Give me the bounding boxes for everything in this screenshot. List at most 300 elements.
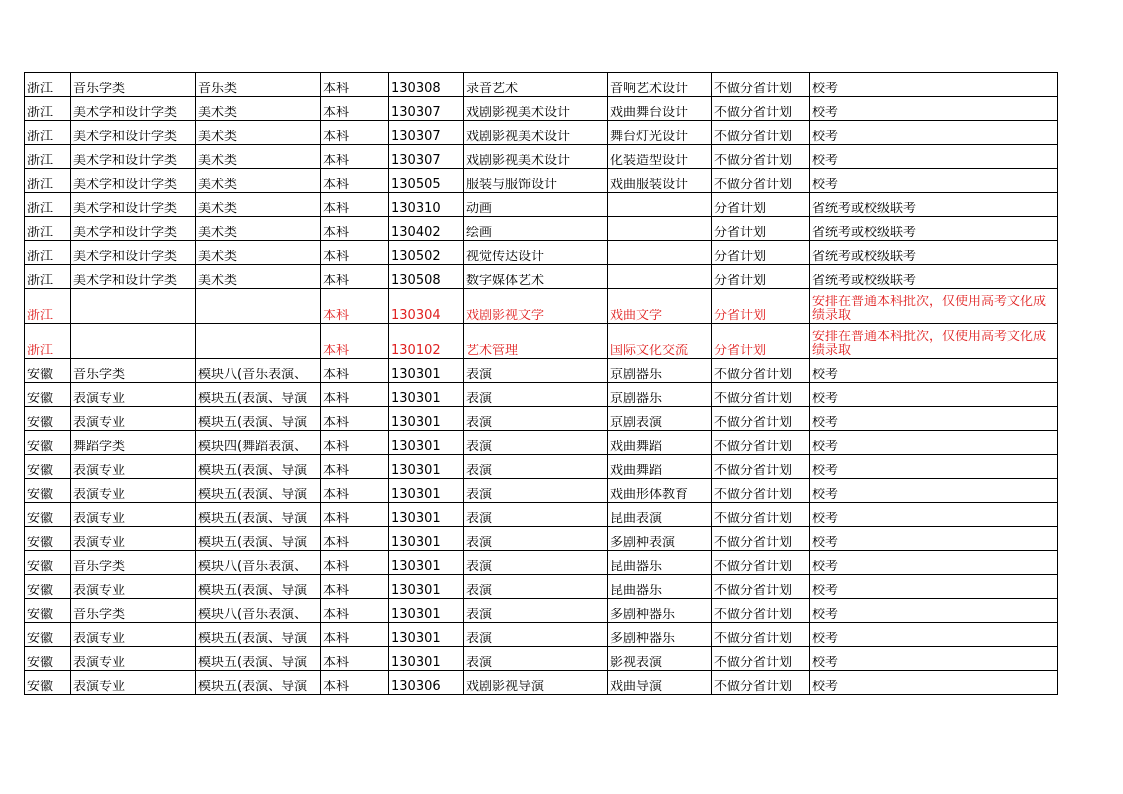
cell-exam-type[interactable] <box>810 407 1058 431</box>
cell-major-code[interactable] <box>389 217 464 241</box>
cell-level[interactable] <box>321 121 389 145</box>
cell-major-name[interactable] <box>464 169 608 193</box>
cell-major-direction[interactable] <box>608 217 712 241</box>
cell-plan-type[interactable] <box>712 359 810 383</box>
cell-major-code[interactable] <box>389 383 464 407</box>
cell-province[interactable] <box>25 217 71 241</box>
major-name-text: 表演 <box>466 368 493 382</box>
cell-major-direction[interactable] <box>608 121 712 145</box>
cell-exam-type[interactable] <box>810 73 1058 97</box>
cell-exam-module[interactable] <box>196 599 321 623</box>
cell-subject-category[interactable] <box>71 121 196 145</box>
cell-major-name[interactable] <box>464 671 608 695</box>
cell-province[interactable] <box>25 265 71 289</box>
major-direction-text: 化装造型设计 <box>610 154 689 168</box>
cell-subject-category[interactable] <box>71 503 196 527</box>
table-row <box>25 551 1058 575</box>
cell-exam-module[interactable] <box>196 407 321 431</box>
level-text: 本科 <box>323 392 350 406</box>
cell-exam-module[interactable] <box>196 241 321 265</box>
cell-exam-type[interactable] <box>810 551 1058 575</box>
cell-level[interactable] <box>321 599 389 623</box>
cell-exam-module[interactable] <box>196 479 321 503</box>
cell-exam-type[interactable] <box>810 431 1058 455</box>
cell-exam-module[interactable] <box>196 551 321 575</box>
cell-subject-category[interactable] <box>71 324 196 359</box>
cell-plan-type[interactable] <box>712 527 810 551</box>
exam-type-text: 校考 <box>812 416 839 430</box>
cell-major-direction[interactable] <box>608 145 712 169</box>
cell-province[interactable] <box>25 383 71 407</box>
exam-type-text: 省统考或校级联考 <box>812 274 917 288</box>
cell-plan-type[interactable] <box>712 193 810 217</box>
exam-module-text: 模块五(表演、导演 <box>198 416 308 430</box>
cell-level[interactable] <box>321 97 389 121</box>
cell-major-code[interactable] <box>389 169 464 193</box>
cell-major-name[interactable] <box>464 324 608 359</box>
cell-exam-module[interactable] <box>196 671 321 695</box>
cell-level[interactable] <box>321 145 389 169</box>
cell-level[interactable] <box>321 527 389 551</box>
cell-major-name[interactable] <box>464 503 608 527</box>
cell-exam-module[interactable] <box>196 503 321 527</box>
cell-plan-type[interactable] <box>712 455 810 479</box>
major-name-text: 艺术管理 <box>466 344 519 358</box>
cell-major-direction[interactable] <box>608 289 712 324</box>
cell-level[interactable] <box>321 431 389 455</box>
major-code-text: 130505 <box>391 178 441 192</box>
cell-major-direction[interactable] <box>608 599 712 623</box>
cell-level[interactable] <box>321 671 389 695</box>
major-name-text: 戏剧影视文学 <box>466 309 545 323</box>
cell-province[interactable] <box>25 121 71 145</box>
cell-province[interactable] <box>25 73 71 97</box>
cell-exam-module[interactable] <box>196 121 321 145</box>
cell-subject-category[interactable] <box>71 73 196 97</box>
cell-major-code[interactable] <box>389 265 464 289</box>
major-name-text: 录音艺术 <box>466 82 519 96</box>
cell-major-code[interactable] <box>389 431 464 455</box>
cell-level[interactable] <box>321 503 389 527</box>
plan-type-text: 不做分省计划 <box>714 178 793 192</box>
cell-exam-type[interactable] <box>810 121 1058 145</box>
cell-major-code[interactable] <box>389 73 464 97</box>
province-text: 浙江 <box>27 82 54 96</box>
cell-major-direction[interactable] <box>608 169 712 193</box>
cell-major-direction[interactable] <box>608 527 712 551</box>
table-row <box>25 599 1058 623</box>
cell-province[interactable] <box>25 169 71 193</box>
exam-module-text: 美术类 <box>198 226 238 240</box>
cell-major-code[interactable] <box>389 527 464 551</box>
cell-plan-type[interactable] <box>712 73 810 97</box>
exam-type-text: 校考 <box>812 512 839 526</box>
cell-exam-module[interactable] <box>196 169 321 193</box>
cell-plan-type[interactable] <box>712 647 810 671</box>
cell-exam-type[interactable] <box>810 503 1058 527</box>
plan-type-text: 不做分省计划 <box>714 632 793 646</box>
cell-level[interactable] <box>321 359 389 383</box>
cell-exam-module[interactable] <box>196 193 321 217</box>
cell-exam-module[interactable] <box>196 289 321 324</box>
cell-major-name[interactable] <box>464 455 608 479</box>
cell-exam-module[interactable] <box>196 217 321 241</box>
cell-major-direction[interactable] <box>608 455 712 479</box>
exam-module-text: 模块五(表演、导演 <box>198 584 308 598</box>
cell-subject-category[interactable] <box>71 265 196 289</box>
cell-subject-category[interactable] <box>71 359 196 383</box>
table-row <box>25 324 1058 359</box>
cell-exam-module[interactable] <box>196 359 321 383</box>
cell-exam-type[interactable] <box>810 575 1058 599</box>
cell-plan-type[interactable] <box>712 431 810 455</box>
table-row <box>25 145 1058 169</box>
cell-exam-module[interactable] <box>196 527 321 551</box>
cell-plan-type[interactable] <box>712 599 810 623</box>
cell-major-name[interactable] <box>464 73 608 97</box>
cell-level[interactable] <box>321 265 389 289</box>
cell-exam-type[interactable] <box>810 479 1058 503</box>
table-row <box>25 647 1058 671</box>
cell-exam-type[interactable] <box>810 169 1058 193</box>
cell-province[interactable] <box>25 145 71 169</box>
exam-type-text: 校考 <box>812 106 839 120</box>
cell-exam-type[interactable] <box>810 324 1058 359</box>
cell-subject-category[interactable] <box>71 671 196 695</box>
cell-exam-module[interactable] <box>196 73 321 97</box>
cell-province[interactable] <box>25 324 71 359</box>
cell-major-direction[interactable] <box>608 407 712 431</box>
major-code-text: 130301 <box>391 392 441 406</box>
subject-category-text: 音乐学类 <box>73 82 126 96</box>
cell-major-name[interactable] <box>464 551 608 575</box>
cell-exam-module[interactable] <box>196 324 321 359</box>
major-direction-text: 戏曲舞蹈 <box>610 464 663 478</box>
cell-major-code[interactable] <box>389 359 464 383</box>
cell-province[interactable] <box>25 431 71 455</box>
cell-major-name[interactable] <box>464 145 608 169</box>
cell-major-code[interactable] <box>389 599 464 623</box>
cell-major-direction[interactable] <box>608 383 712 407</box>
cell-province[interactable] <box>25 97 71 121</box>
cell-major-code[interactable] <box>389 121 464 145</box>
subject-category-text: 美术学和设计学类 <box>73 274 178 288</box>
cell-major-name[interactable] <box>464 97 608 121</box>
cell-province[interactable] <box>25 193 71 217</box>
major-code-text: 130301 <box>391 656 441 670</box>
cell-exam-type[interactable] <box>810 241 1058 265</box>
cell-level[interactable] <box>321 479 389 503</box>
cell-subject-category[interactable] <box>71 145 196 169</box>
cell-plan-type[interactable] <box>712 265 810 289</box>
province-text: 浙江 <box>27 130 54 144</box>
province-text: 浙江 <box>27 226 54 240</box>
cell-plan-type[interactable] <box>712 324 810 359</box>
cell-plan-type[interactable] <box>712 241 810 265</box>
cell-exam-module[interactable] <box>196 97 321 121</box>
cell-province[interactable] <box>25 671 71 695</box>
cell-exam-module[interactable] <box>196 623 321 647</box>
cell-major-code[interactable] <box>389 503 464 527</box>
cell-subject-category[interactable] <box>71 551 196 575</box>
cell-major-name[interactable] <box>464 623 608 647</box>
cell-major-name[interactable] <box>464 241 608 265</box>
cell-exam-module[interactable] <box>196 455 321 479</box>
major-name-text: 表演 <box>466 560 493 574</box>
cell-exam-module[interactable] <box>196 575 321 599</box>
province-text: 安徽 <box>27 584 54 598</box>
cell-major-direction[interactable] <box>608 551 712 575</box>
cell-major-code[interactable] <box>389 647 464 671</box>
cell-exam-module[interactable] <box>196 145 321 169</box>
cell-subject-category[interactable] <box>71 241 196 265</box>
cell-plan-type[interactable] <box>712 623 810 647</box>
cell-plan-type[interactable] <box>712 145 810 169</box>
major-code-text: 130301 <box>391 584 441 598</box>
cell-subject-category[interactable] <box>71 647 196 671</box>
cell-plan-type[interactable] <box>712 503 810 527</box>
major-code-text: 130307 <box>391 106 441 120</box>
cell-level[interactable] <box>321 575 389 599</box>
major-name-text: 表演 <box>466 392 493 406</box>
cell-level[interactable] <box>321 193 389 217</box>
cell-major-direction[interactable] <box>608 575 712 599</box>
cell-plan-type[interactable] <box>712 551 810 575</box>
cell-major-code[interactable] <box>389 241 464 265</box>
cell-subject-category[interactable] <box>71 169 196 193</box>
cell-exam-type[interactable] <box>810 289 1058 324</box>
major-name-text: 戏剧影视美术设计 <box>466 106 571 120</box>
major-direction-text: 京剧表演 <box>610 416 663 430</box>
cell-major-direction[interactable] <box>608 193 712 217</box>
cell-province[interactable] <box>25 599 71 623</box>
cell-level[interactable] <box>321 407 389 431</box>
cell-level[interactable] <box>321 73 389 97</box>
cell-subject-category[interactable] <box>71 217 196 241</box>
cell-major-code[interactable] <box>389 97 464 121</box>
cell-level[interactable] <box>321 383 389 407</box>
major-direction-text: 京剧器乐 <box>610 392 663 406</box>
province-text: 安徽 <box>27 392 54 406</box>
cell-province[interactable] <box>25 575 71 599</box>
cell-exam-type[interactable] <box>810 383 1058 407</box>
subject-category-text: 表演专业 <box>73 512 126 526</box>
exam-module-text: 美术类 <box>198 250 238 264</box>
exam-type-text: 校考 <box>812 608 839 622</box>
subject-category-text: 美术学和设计学类 <box>73 202 178 216</box>
cell-major-code[interactable] <box>389 145 464 169</box>
cell-major-direction[interactable] <box>608 97 712 121</box>
major-code-text: 130301 <box>391 464 441 478</box>
cell-level[interactable] <box>321 169 389 193</box>
cell-major-code[interactable] <box>389 575 464 599</box>
cell-plan-type[interactable] <box>712 479 810 503</box>
cell-major-direction[interactable] <box>608 431 712 455</box>
cell-level[interactable] <box>321 455 389 479</box>
cell-major-direction[interactable] <box>608 623 712 647</box>
table-row <box>25 575 1058 599</box>
cell-exam-module[interactable] <box>196 647 321 671</box>
cell-level[interactable] <box>321 324 389 359</box>
province-text: 浙江 <box>27 178 54 192</box>
cell-subject-category[interactable] <box>71 431 196 455</box>
cell-major-code[interactable] <box>389 324 464 359</box>
cell-major-direction[interactable] <box>608 671 712 695</box>
cell-major-name[interactable] <box>464 359 608 383</box>
cell-major-name[interactable] <box>464 265 608 289</box>
major-name-text: 表演 <box>466 608 493 622</box>
cell-subject-category[interactable] <box>71 575 196 599</box>
cell-major-name[interactable] <box>464 647 608 671</box>
cell-major-name[interactable] <box>464 121 608 145</box>
cell-major-direction[interactable] <box>608 359 712 383</box>
plan-type-text: 不做分省计划 <box>714 416 793 430</box>
cell-exam-type[interactable] <box>810 647 1058 671</box>
cell-subject-category[interactable] <box>71 455 196 479</box>
level-text: 本科 <box>323 416 350 430</box>
cell-province[interactable] <box>25 623 71 647</box>
cell-major-code[interactable] <box>389 551 464 575</box>
level-text: 本科 <box>323 680 350 694</box>
cell-major-code[interactable] <box>389 455 464 479</box>
cell-exam-type[interactable] <box>810 145 1058 169</box>
cell-province[interactable] <box>25 503 71 527</box>
cell-subject-category[interactable] <box>71 527 196 551</box>
level-text: 本科 <box>323 106 350 120</box>
cell-major-direction[interactable] <box>608 647 712 671</box>
cell-subject-category[interactable] <box>71 599 196 623</box>
spreadsheet-table <box>24 72 1058 695</box>
cell-province[interactable] <box>25 551 71 575</box>
cell-major-code[interactable] <box>389 407 464 431</box>
plan-type-text: 不做分省计划 <box>714 560 793 574</box>
cell-province[interactable] <box>25 289 71 324</box>
cell-major-name[interactable] <box>464 575 608 599</box>
cell-exam-type[interactable] <box>810 97 1058 121</box>
cell-subject-category[interactable] <box>71 97 196 121</box>
major-name-text: 戏剧影视美术设计 <box>466 154 571 168</box>
cell-province[interactable] <box>25 241 71 265</box>
cell-major-code[interactable] <box>389 671 464 695</box>
subject-category-text: 美术学和设计学类 <box>73 226 178 240</box>
subject-category-text: 美术学和设计学类 <box>73 130 178 144</box>
table-row <box>25 241 1058 265</box>
plan-type-text: 分省计划 <box>714 226 767 240</box>
major-direction-text: 戏曲形体教育 <box>610 488 689 502</box>
cell-province[interactable] <box>25 407 71 431</box>
cell-major-name[interactable] <box>464 193 608 217</box>
cell-major-name[interactable] <box>464 289 608 324</box>
province-text: 安徽 <box>27 440 54 454</box>
cell-major-code[interactable] <box>389 623 464 647</box>
cell-major-name[interactable] <box>464 527 608 551</box>
cell-major-direction[interactable] <box>608 503 712 527</box>
cell-exam-type[interactable] <box>810 671 1058 695</box>
exam-type-text: 校考 <box>812 82 839 96</box>
level-text: 本科 <box>323 440 350 454</box>
cell-exam-type[interactable] <box>810 623 1058 647</box>
cell-level[interactable] <box>321 217 389 241</box>
subject-category-text: 音乐学类 <box>73 368 126 382</box>
cell-exam-module[interactable] <box>196 383 321 407</box>
cell-major-direction[interactable] <box>608 479 712 503</box>
major-code-text: 130301 <box>391 536 441 550</box>
exam-type-text: 校考 <box>812 488 839 502</box>
major-name-text: 表演 <box>466 632 493 646</box>
plan-type-text: 不做分省计划 <box>714 154 793 168</box>
level-text: 本科 <box>323 536 350 550</box>
cell-major-direction[interactable] <box>608 265 712 289</box>
major-direction-text: 昆曲表演 <box>610 512 663 526</box>
cell-major-direction[interactable] <box>608 73 712 97</box>
cell-level[interactable] <box>321 551 389 575</box>
cell-exam-type[interactable] <box>810 359 1058 383</box>
cell-exam-module[interactable] <box>196 431 321 455</box>
cell-major-name[interactable] <box>464 217 608 241</box>
plan-type-text: 不做分省计划 <box>714 464 793 478</box>
cell-plan-type[interactable] <box>712 671 810 695</box>
cell-subject-category[interactable] <box>71 193 196 217</box>
cell-province[interactable] <box>25 647 71 671</box>
cell-major-name[interactable] <box>464 431 608 455</box>
cell-plan-type[interactable] <box>712 289 810 324</box>
cell-exam-type[interactable] <box>810 455 1058 479</box>
cell-subject-category[interactable] <box>71 479 196 503</box>
cell-exam-type[interactable] <box>810 527 1058 551</box>
cell-exam-type[interactable] <box>810 265 1058 289</box>
cell-major-code[interactable] <box>389 479 464 503</box>
cell-plan-type[interactable] <box>712 407 810 431</box>
cell-exam-type[interactable] <box>810 193 1058 217</box>
cell-major-code[interactable] <box>389 289 464 324</box>
cell-level[interactable] <box>321 623 389 647</box>
cell-level[interactable] <box>321 647 389 671</box>
cell-province[interactable] <box>25 455 71 479</box>
cell-province[interactable] <box>25 359 71 383</box>
cell-plan-type[interactable] <box>712 217 810 241</box>
cell-province[interactable] <box>25 527 71 551</box>
cell-major-name[interactable] <box>464 599 608 623</box>
plan-type-text: 分省计划 <box>714 344 767 358</box>
cell-subject-category[interactable] <box>71 407 196 431</box>
cell-major-direction[interactable] <box>608 324 712 359</box>
cell-plan-type[interactable] <box>712 169 810 193</box>
subject-category-text: 美术学和设计学类 <box>73 250 178 264</box>
cell-exam-type[interactable] <box>810 599 1058 623</box>
cell-subject-category[interactable] <box>71 623 196 647</box>
level-text: 本科 <box>323 584 350 598</box>
cell-province[interactable] <box>25 479 71 503</box>
cell-plan-type[interactable] <box>712 383 810 407</box>
cell-subject-category[interactable] <box>71 289 196 324</box>
cell-plan-type[interactable] <box>712 121 810 145</box>
cell-exam-type[interactable] <box>810 217 1058 241</box>
cell-major-name[interactable] <box>464 479 608 503</box>
cell-plan-type[interactable] <box>712 97 810 121</box>
plan-type-text: 不做分省计划 <box>714 440 793 454</box>
cell-major-code[interactable] <box>389 193 464 217</box>
cell-major-direction[interactable] <box>608 241 712 265</box>
cell-major-name[interactable] <box>464 407 608 431</box>
cell-major-name[interactable] <box>464 383 608 407</box>
cell-exam-module[interactable] <box>196 265 321 289</box>
cell-level[interactable] <box>321 241 389 265</box>
table-row <box>25 527 1058 551</box>
cell-level[interactable] <box>321 289 389 324</box>
cell-subject-category[interactable] <box>71 383 196 407</box>
cell-plan-type[interactable] <box>712 575 810 599</box>
subject-category-text: 表演专业 <box>73 632 126 646</box>
